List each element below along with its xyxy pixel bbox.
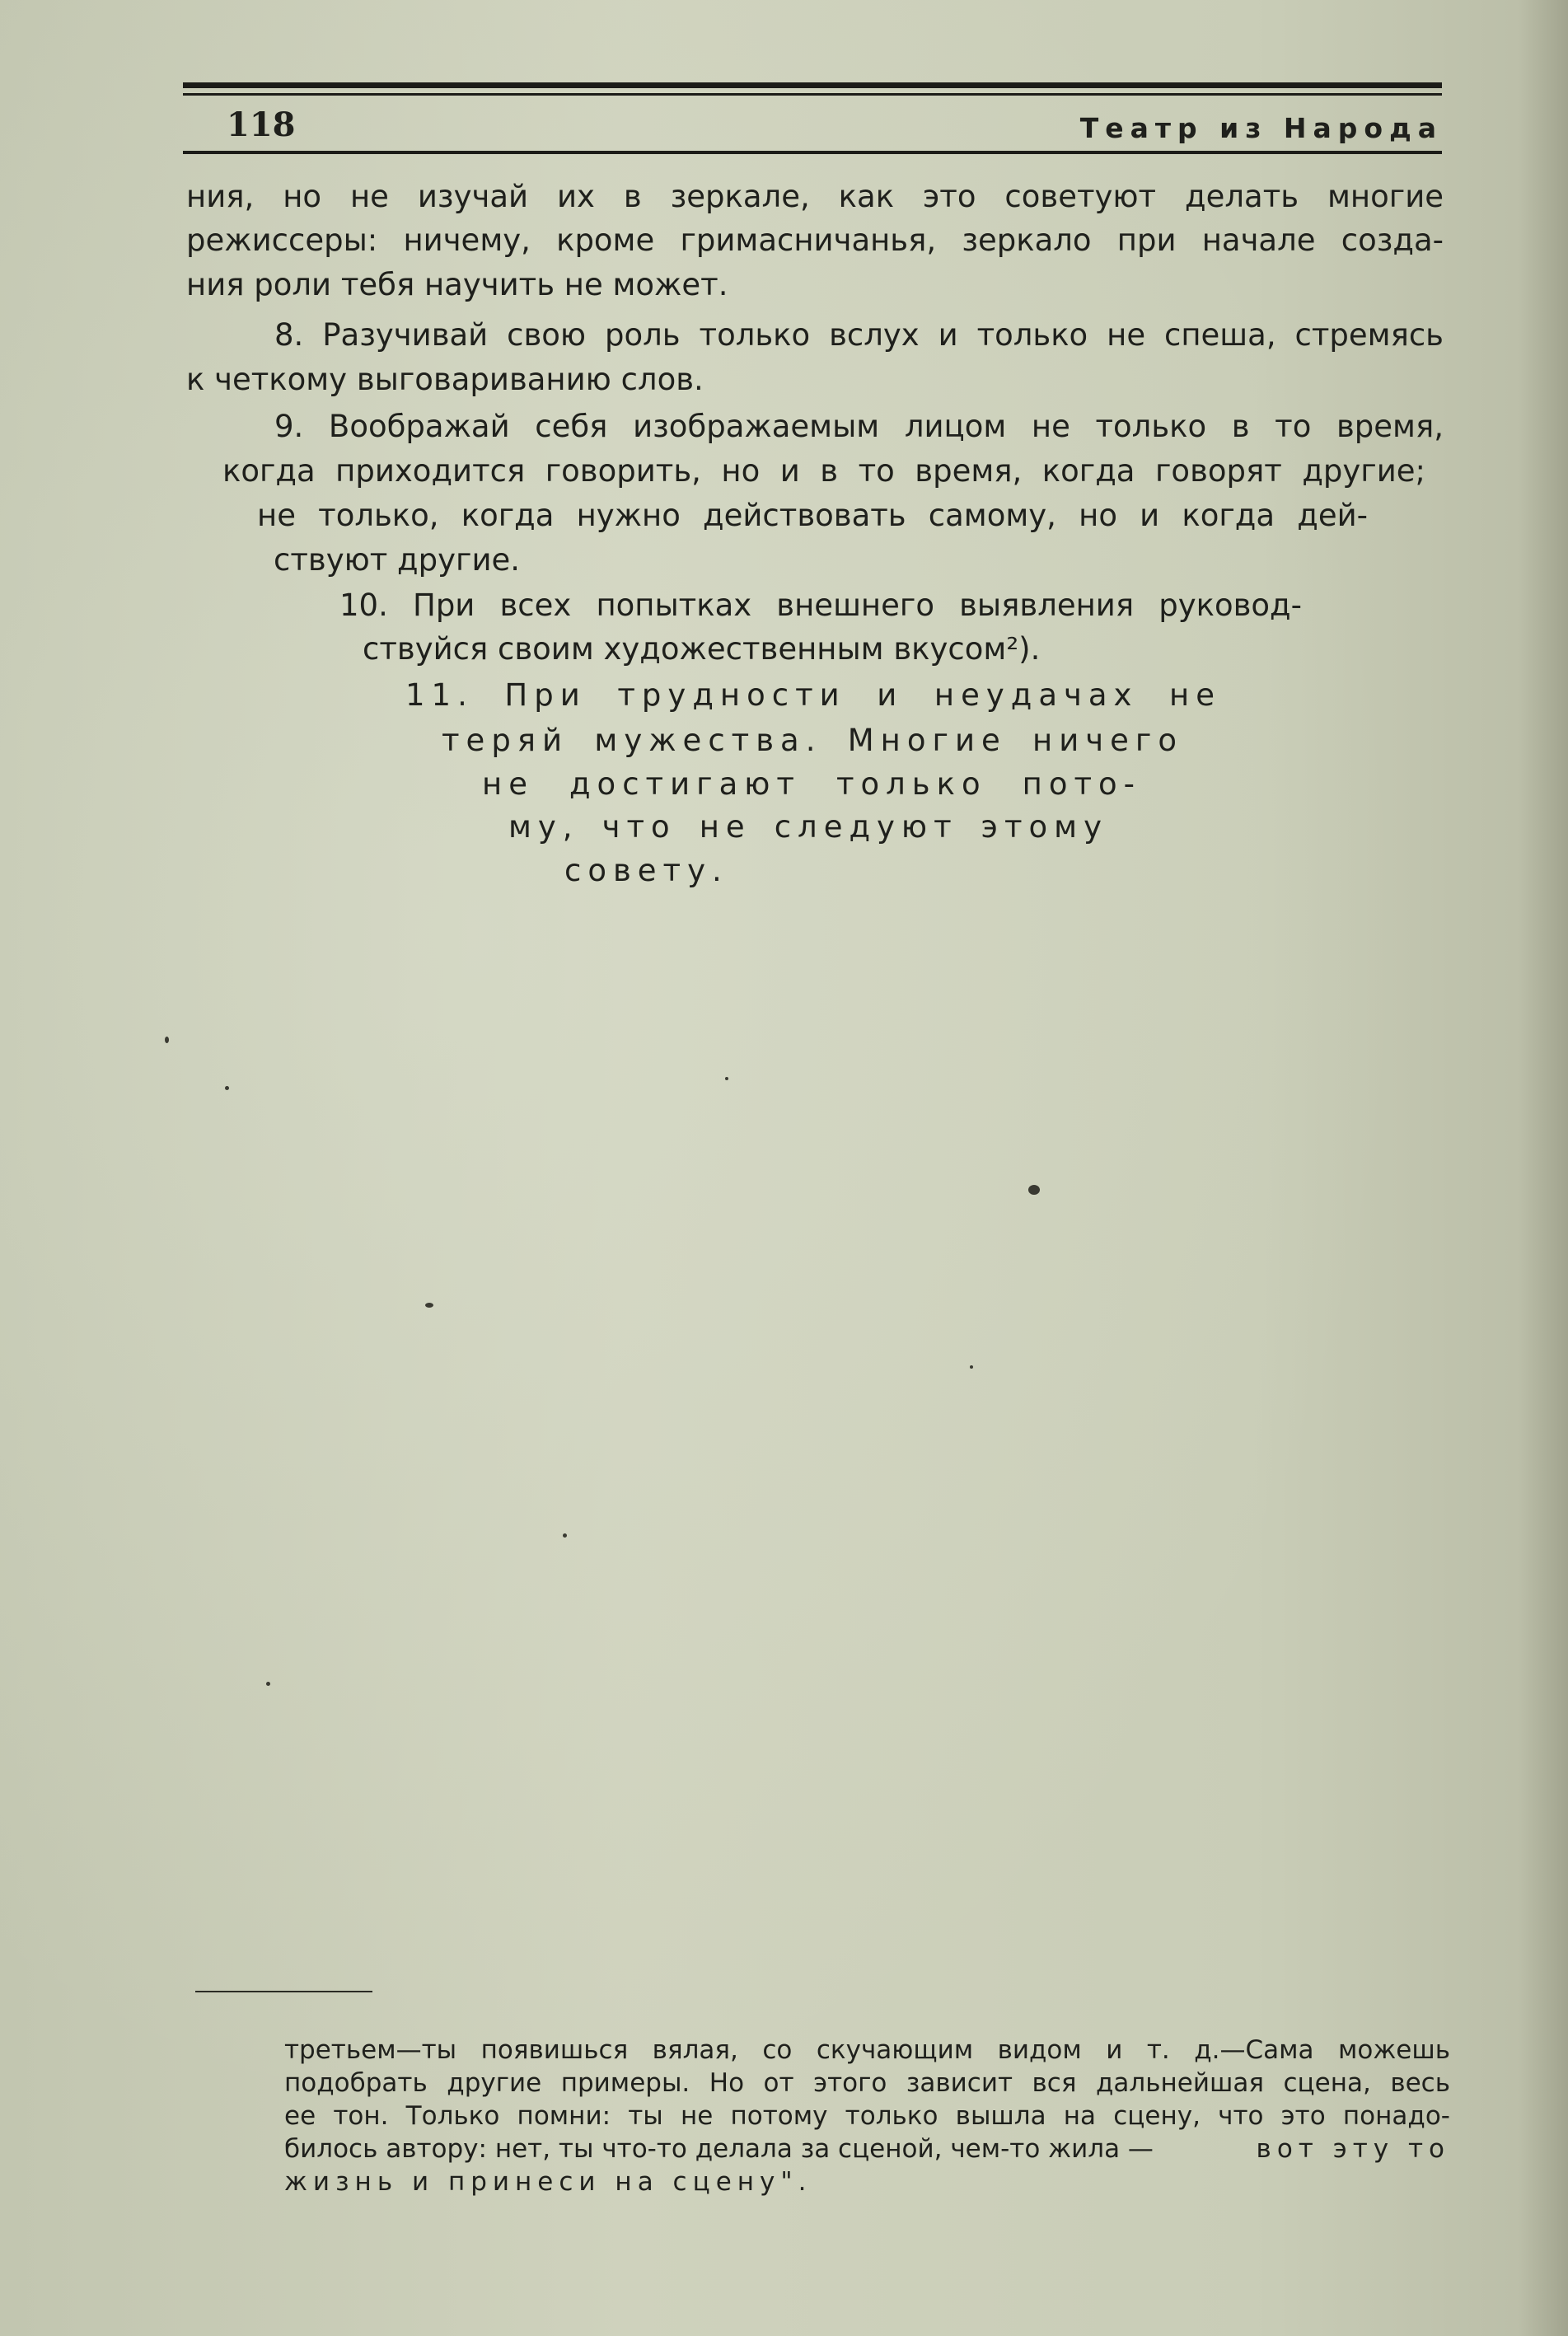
body-line: режиссеры: ничему, кроме гримасничанья, зеркало при начале созда-	[186, 222, 1444, 258]
header-rule-top-thin	[183, 93, 1442, 96]
header-rule-bottom	[183, 151, 1442, 154]
footnote-line: ее тон. Только помни: ты не потому только вышла на сцену, что это понадо-	[284, 2101, 1450, 2131]
body-line: не достигают только пото-	[482, 766, 1141, 802]
body-line: ния, но не изучай их в зеркале, как это советуют делать многие	[186, 179, 1444, 214]
body-line: 11. При трудности и неудачах не	[405, 677, 1221, 713]
paper-speck	[165, 1037, 169, 1043]
footnote-separator	[195, 1991, 372, 1992]
footnote-line: жизнь и принеси на сцену".	[284, 2167, 812, 2197]
body-line: теряй мужества. Многие ничего	[442, 723, 1183, 758]
body-line: 9. Воображай себя изображаемым лицом не только в то время,	[274, 409, 1444, 444]
body-line: совету.	[564, 853, 728, 888]
footnote-line: подобрать другие примеры. Но от этого зависит вся дальнейшая сцена, весь	[284, 2068, 1450, 2098]
body-line: ствуют другие.	[274, 542, 521, 578]
paper-speck	[970, 1365, 973, 1369]
body-text: ствуйся своим художественным вкусом	[363, 631, 1007, 667]
body-line: 10. При всех попытках внешнего выявления руковод-	[339, 588, 1302, 623]
paper-speck	[266, 1682, 270, 1686]
paper-speck	[563, 1533, 567, 1538]
footnote-text: билось автору: нет, ты что-то делала за сценой, чем-то жила —	[284, 2134, 1154, 2164]
body-line: ния роли тебя научить не может.	[186, 267, 728, 302]
body-line: 8. Разучивай свою роль только вслух и только не спеша, стремясь	[274, 317, 1444, 353]
body-line: не только, когда нужно действовать самому, но и когда дей-	[257, 498, 1368, 533]
footnote-line: третьем—ты появишься вялая, со скучающим видом и т. д.—Сама можешь	[284, 2035, 1450, 2065]
body-line: к четкому выговариванию слов.	[186, 362, 704, 397]
page-number: 118	[227, 105, 296, 144]
paper-speck	[1028, 1185, 1040, 1195]
paper-speck	[725, 1077, 728, 1080]
footnote-ref: ²).	[1006, 631, 1041, 667]
body-line: му, что не следуют этому	[508, 809, 1108, 845]
footnote-text-spaced: вот эту то	[1256, 2134, 1450, 2164]
running-head: Театр из Народа	[1079, 112, 1443, 144]
paper-speck	[425, 1303, 433, 1308]
header-rule-top	[183, 82, 1442, 88]
body-line: когда приходится говорить, но и в то время, когда говорят другие;	[222, 453, 1425, 489]
paper-speck	[225, 1086, 229, 1090]
footnote-line	[284, 2132, 1450, 2165]
body-line	[363, 630, 1040, 669]
